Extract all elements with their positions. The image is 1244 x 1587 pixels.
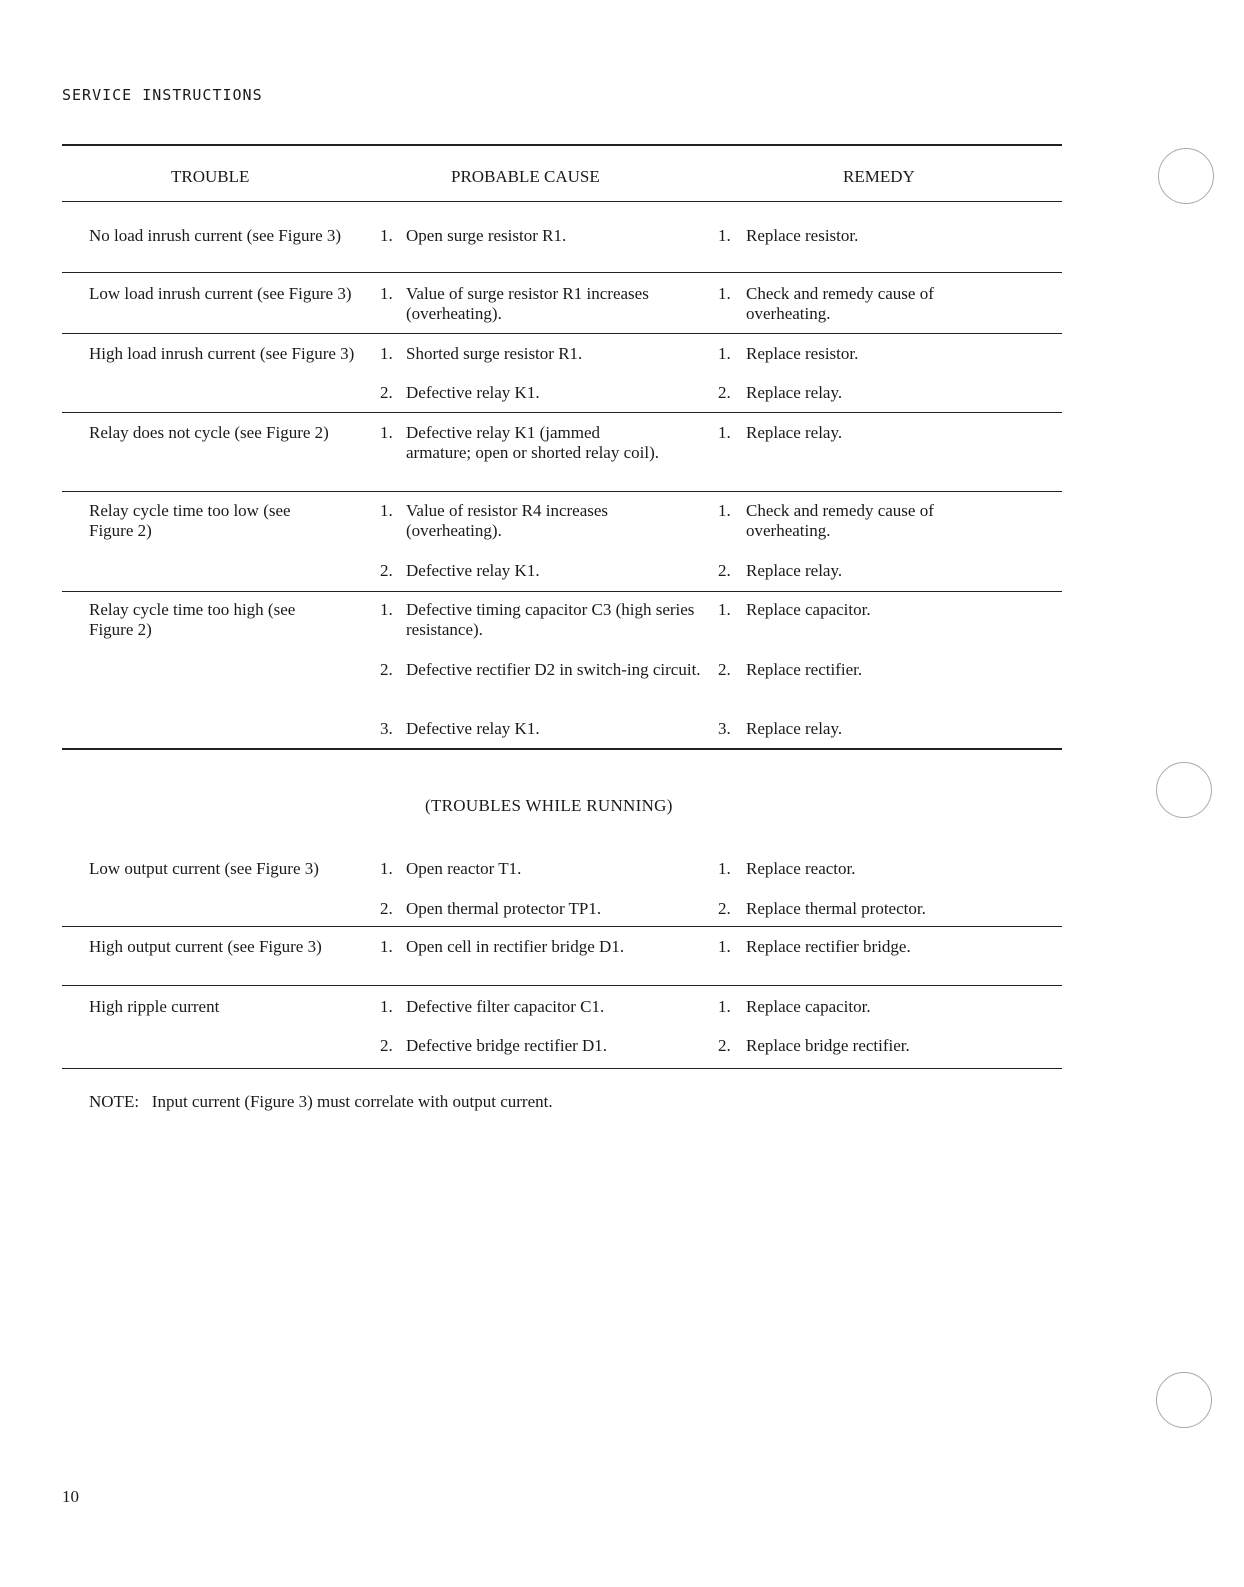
- cause-text: Defective rectifier D2 in switch-ing circuit.: [406, 660, 701, 679]
- trouble-text: Relay cycle time too high (see Figure 2): [89, 600, 296, 639]
- page-header: SERVICE INSTRUCTIONS: [62, 86, 263, 104]
- column-headers: [62, 146, 1062, 201]
- remedy-number: 1.: [718, 600, 731, 619]
- page-number: 10: [62, 1487, 79, 1506]
- remedy-text: Replace thermal protector.: [746, 899, 926, 918]
- remedy-text: Replace relay.: [746, 423, 843, 442]
- remedy-number: 2.: [718, 899, 731, 918]
- remedy-number: 1.: [718, 501, 731, 520]
- trouble-text: Relay cycle time too low (see Figure 2): [89, 501, 291, 540]
- remedy-text: Replace relay.: [746, 719, 843, 738]
- troubleshooting-table: [62, 144, 1062, 1069]
- table-row: [62, 334, 1062, 412]
- remedy-text: Replace capacitor.: [746, 600, 871, 619]
- cause-number: 1.: [380, 501, 393, 520]
- binder-hole-mark: [1158, 148, 1214, 204]
- table-row: [62, 927, 1062, 985]
- cause-number: 2.: [380, 660, 393, 679]
- table-row: [62, 492, 1062, 591]
- remedy-text: Replace resistor.: [746, 226, 859, 245]
- cause-text: Value of resistor R4 increases (overheating).: [406, 501, 609, 540]
- table-row: [62, 273, 1062, 333]
- cause-number: 1.: [380, 423, 393, 442]
- cause-number: 3.: [380, 719, 393, 738]
- binder-hole-mark: [1156, 1372, 1212, 1428]
- trouble-text: Low output current (see Figure 3): [89, 859, 319, 878]
- remedy-number: 2.: [718, 1036, 731, 1055]
- trouble-text: Low load inrush current (see Figure 3): [89, 284, 352, 303]
- remedy-text: Replace rectifier bridge.: [746, 937, 911, 956]
- cause-text: Open reactor T1.: [406, 859, 522, 878]
- table-row: [62, 986, 1062, 1068]
- cause-text: Open surge resistor R1.: [406, 226, 567, 245]
- cause-number: 2.: [380, 561, 393, 580]
- binder-hole-mark: [1156, 762, 1212, 818]
- remedy-text: Replace bridge rectifier.: [746, 1036, 910, 1055]
- remedy-text: Replace relay.: [746, 561, 843, 580]
- cause-text: Defective relay K1.: [406, 719, 540, 738]
- cause-number: 1.: [380, 859, 393, 878]
- remedy-text: Replace resistor.: [746, 344, 859, 363]
- cause-text: Defective timing capacitor C3 (high series resistance).: [406, 600, 695, 639]
- trouble-text: Relay does not cycle (see Figure 2): [89, 423, 329, 442]
- cause-number: 1.: [380, 284, 393, 303]
- table-row: [62, 202, 1062, 272]
- trouble-text: High load inrush current (see Figure 3): [89, 344, 355, 363]
- remedy-number: 2.: [718, 561, 731, 580]
- remedy-text: Replace reactor.: [746, 859, 856, 878]
- cause-number: 2.: [380, 899, 393, 918]
- cause-number: 1.: [380, 344, 393, 363]
- remedy-number: 1.: [718, 344, 731, 363]
- cause-text: Shorted surge resistor R1.: [406, 344, 583, 363]
- cause-text: Defective relay K1 (jammed armature; open or shorted relay coil).: [406, 423, 660, 462]
- cause-number: 1.: [380, 600, 393, 619]
- trouble-text: No load inrush current (see Figure 3): [89, 226, 342, 245]
- trouble-text: High output current (see Figure 3): [89, 937, 322, 956]
- cause-number: 1.: [380, 937, 393, 956]
- table-row: [62, 592, 1062, 748]
- cause-text: Defective filter capacitor C1.: [406, 997, 605, 1016]
- cause-number: 2.: [380, 1036, 393, 1055]
- table-bottom-rule: [62, 1068, 1062, 1069]
- running-section: [62, 750, 1062, 849]
- column-header-trouble: TROUBLE: [171, 167, 250, 186]
- remedy-number: 1.: [718, 226, 731, 245]
- remedy-number: 2.: [718, 383, 731, 402]
- remedy-number: 2.: [718, 660, 731, 679]
- remedy-text: Check and remedy cause of overheating.: [746, 284, 934, 323]
- remedy-text: Replace rectifier.: [746, 660, 863, 679]
- remedy-text: Check and remedy cause of overheating.: [746, 501, 934, 540]
- section-title: (TROUBLES WHILE RUNNING): [425, 796, 673, 815]
- remedy-text: Replace relay.: [746, 383, 843, 402]
- remedy-number: 1.: [718, 859, 731, 878]
- note-text: NOTE: Input current (Figure 3) must correlate with output current.: [89, 1092, 553, 1111]
- cause-number: 1.: [380, 997, 393, 1016]
- cause-text: Open thermal protector TP1.: [406, 899, 602, 918]
- remedy-number: 3.: [718, 719, 731, 738]
- cause-text: Open cell in rectifier bridge D1.: [406, 937, 625, 956]
- cause-number: 1.: [380, 226, 393, 245]
- column-header-remedy: REMEDY: [843, 167, 915, 186]
- table-row: [62, 413, 1062, 491]
- cause-text: Value of surge resistor R1 increases (overheating).: [406, 284, 649, 323]
- cause-text: Defective relay K1.: [406, 561, 540, 580]
- cause-text: Defective bridge rectifier D1.: [406, 1036, 608, 1055]
- trouble-text: High ripple current: [89, 997, 220, 1016]
- remedy-text: Replace capacitor.: [746, 997, 871, 1016]
- remedy-number: 1.: [718, 937, 731, 956]
- remedy-number: 1.: [718, 423, 731, 442]
- column-header-cause: PROBABLE CAUSE: [451, 167, 600, 186]
- table-row: [62, 849, 1062, 926]
- remedy-number: 1.: [718, 997, 731, 1016]
- cause-text: Defective relay K1.: [406, 383, 540, 402]
- cause-number: 2.: [380, 383, 393, 402]
- remedy-number: 1.: [718, 284, 731, 303]
